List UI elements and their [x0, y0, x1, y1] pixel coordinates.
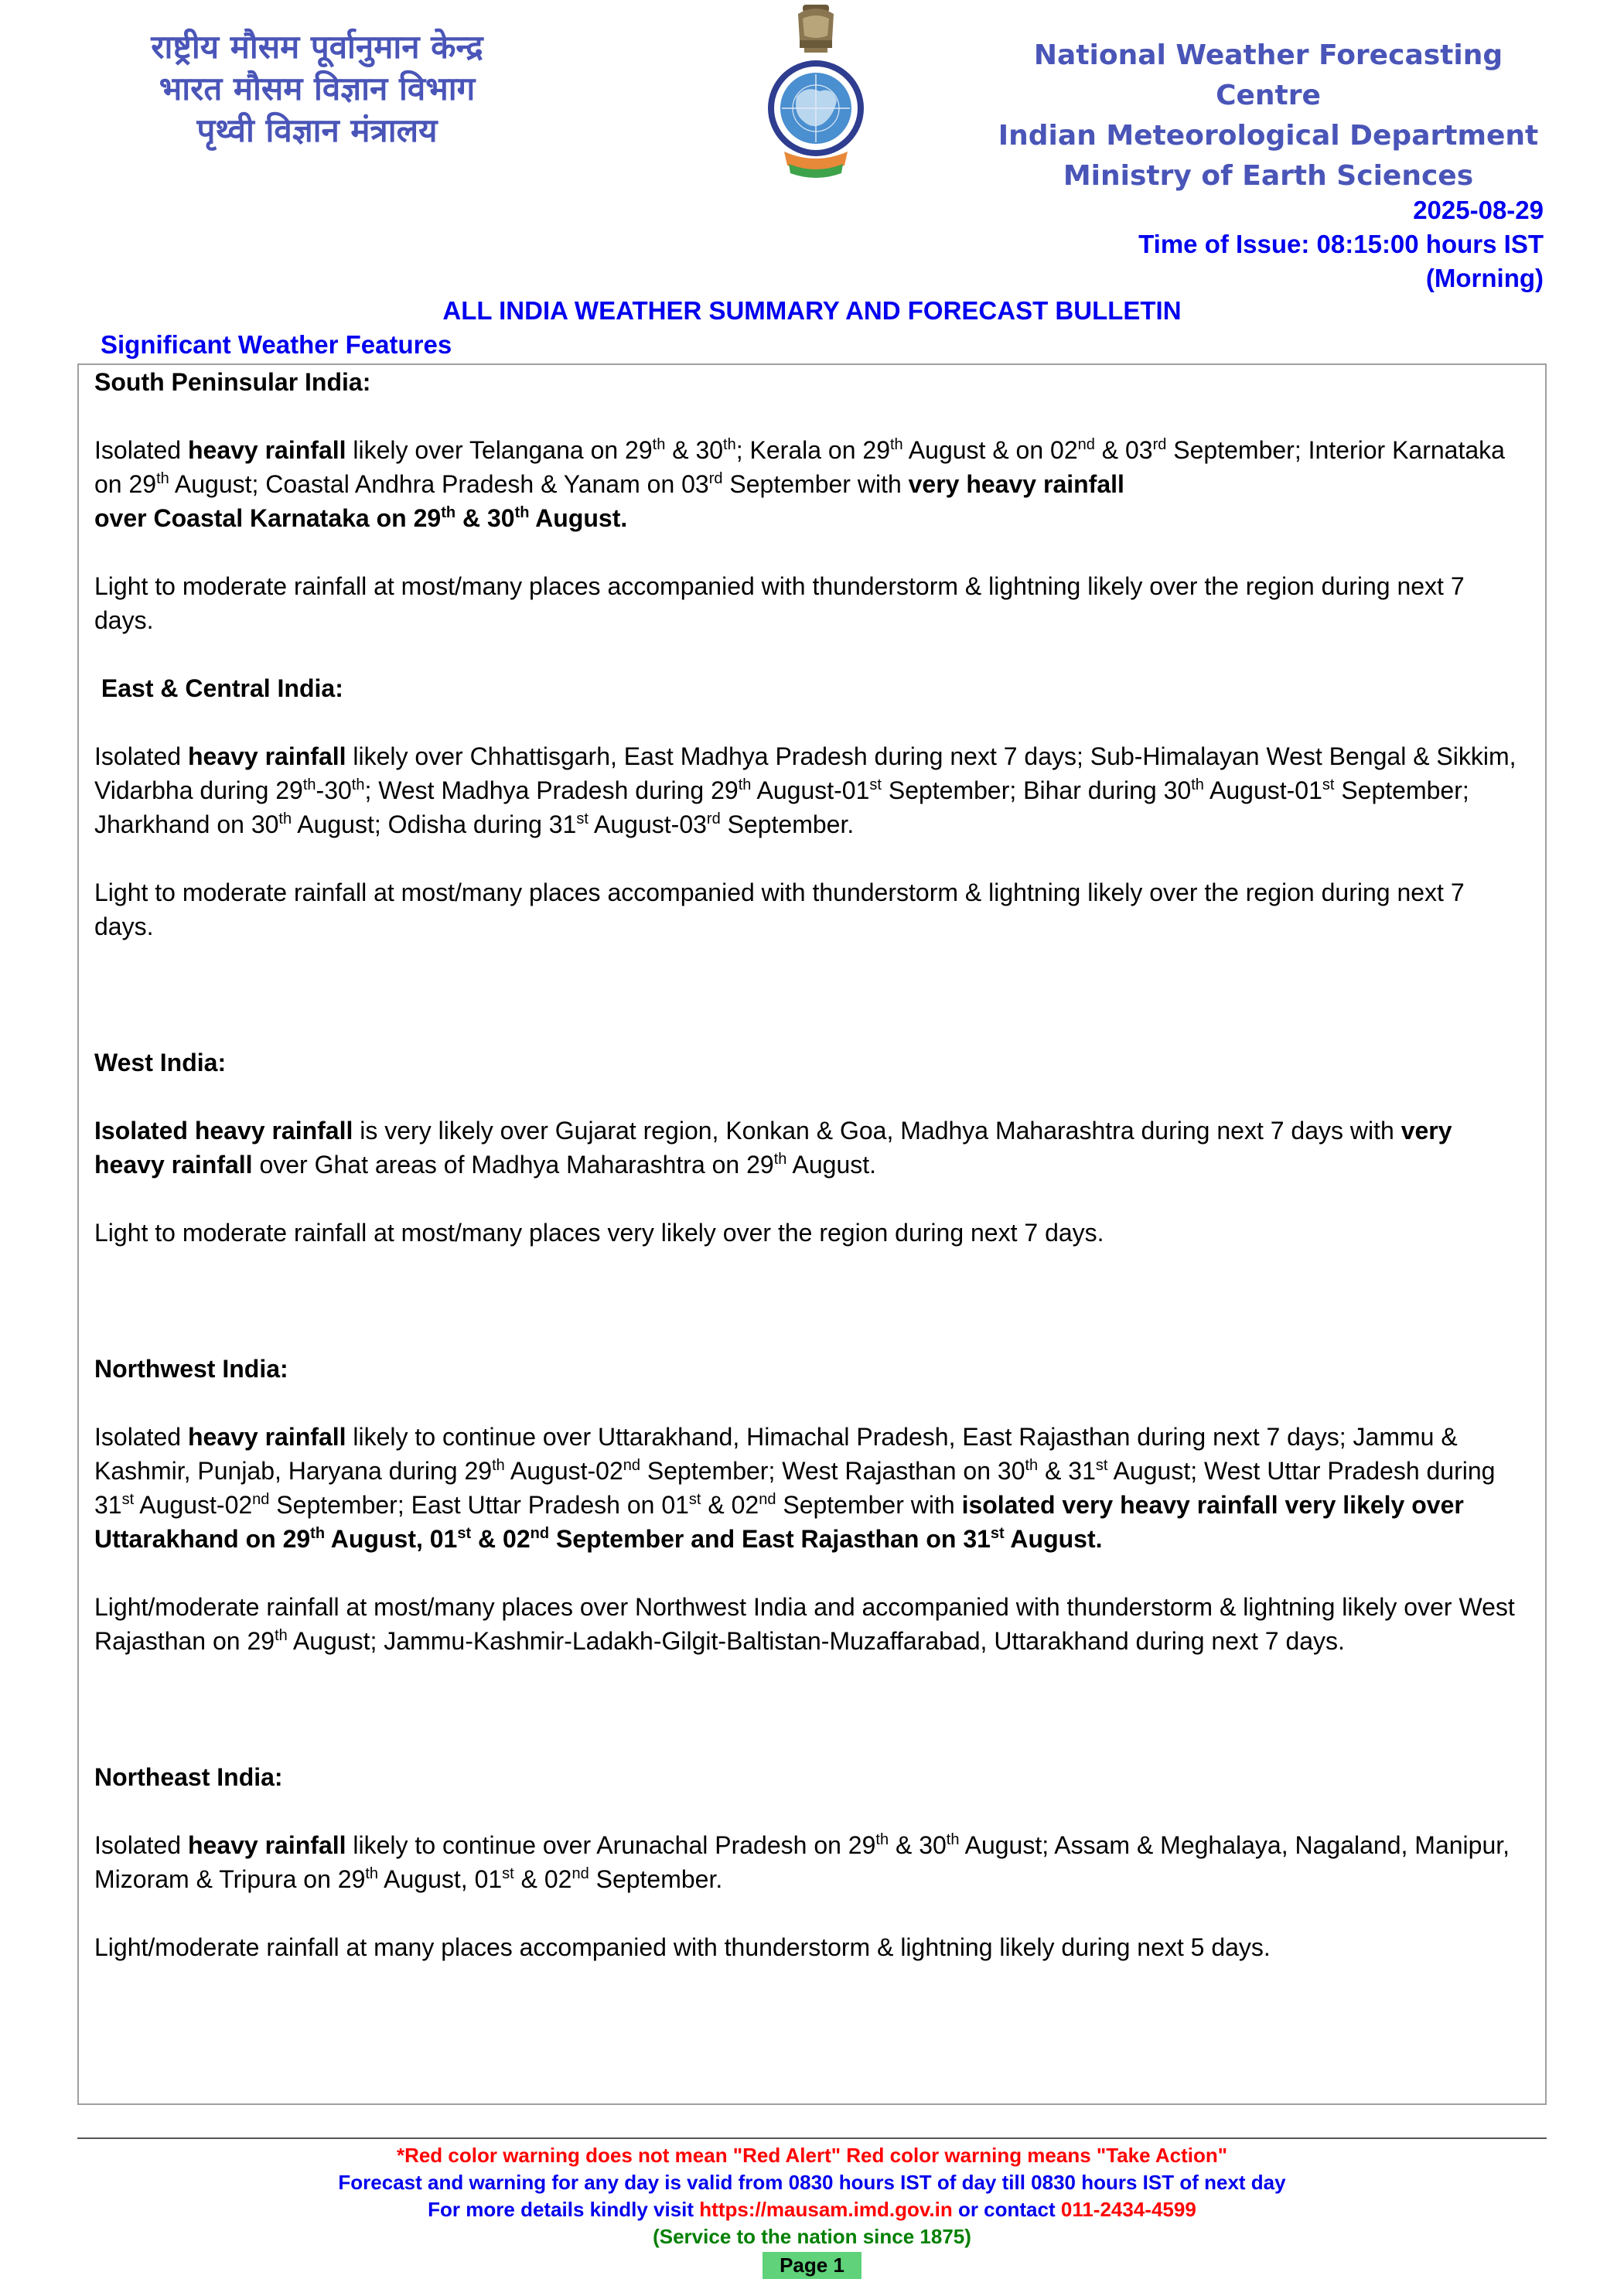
text-run: Light/moderate rainfall at most/many places over Northwest India and accompanied with thunderstorm & lightning likely over West Rajasthan on 29: [94, 1593, 1515, 1655]
text-run: August.: [529, 504, 628, 532]
text-sup: th: [365, 1865, 379, 1882]
hindi-line-1: राष्ट्रीय मौसम पूर्वानुमान केन्द्र: [151, 28, 483, 66]
footer-contact-line: [0, 2196, 1624, 2223]
text-sup: th: [351, 776, 365, 793]
text-bold: very heavy rainfall: [908, 470, 1124, 498]
text-sup: th: [1025, 1457, 1039, 1474]
text-run: August.: [1004, 1525, 1103, 1553]
text-sup: st: [457, 1525, 472, 1542]
english-org-name: [982, 36, 1554, 196]
text-run: September and East Rajasthan on 31: [549, 1525, 991, 1553]
text-run: September; West Rajasthan on 30: [640, 1457, 1025, 1485]
page-header: [0, 0, 1624, 193]
text-run: & 02: [701, 1491, 759, 1519]
text-run: August; Assam & Meghalaya, Nagaland, Manipur, Mizoram & Tripura on 29: [94, 1831, 1510, 1893]
text-run: September.: [720, 810, 855, 838]
text-run: August-02: [504, 1457, 623, 1485]
text-run: August; West Uttar Pradesh during 31: [94, 1457, 1496, 1519]
section-paragraph: Light to moderate rainfall at most/many places accompanied with thunderstorm & lightning likely over the region during next 7 days.: [94, 572, 1465, 634]
text-sup: th: [310, 1525, 326, 1542]
text-sup: nd: [571, 1865, 589, 1882]
text-sup: nd: [623, 1457, 641, 1474]
text-run: Isolated: [94, 436, 188, 464]
text-run: likely over Telangana on 29: [346, 436, 653, 464]
text-sup: nd: [1077, 436, 1095, 453]
text-sup: st: [869, 776, 882, 793]
text-run: September with: [722, 470, 909, 498]
text-run: August; Jammu-Kashmir-Ladakh-Gilgit-Baltistan-Muzaffarabad, Uttarakhand during next 7 days.: [287, 1627, 1345, 1655]
text-run: August; Odisha during 31: [292, 810, 577, 838]
text-sup: st: [121, 1491, 135, 1508]
imd-emblem-icon: [758, 0, 874, 186]
section-northeast: [94, 1760, 1527, 1964]
section-paragraph: Light/moderate rainfall at many places accompanied with thunderstorm & lightning likely during next 5 days.: [94, 1933, 1271, 1961]
weather-features-box: [77, 363, 1547, 2105]
text-sup: th: [889, 436, 903, 453]
text-run: isolated very heavy rainfall very likely over Uttarakhand on 29: [94, 1491, 1464, 1553]
section-heading: Northwest India:: [94, 1355, 288, 1383]
text-sup: rd: [1152, 436, 1167, 453]
section-heading: Northeast India:: [94, 1763, 283, 1791]
text-sup: st: [688, 1491, 701, 1508]
text-run: ; West Madhya Pradesh during 29: [364, 776, 739, 804]
contact-phone: 011-2434-4599: [1060, 2198, 1196, 2221]
english-line-2: Indian Meteorological Department: [998, 120, 1539, 152]
text-bold: heavy rainfall: [187, 1831, 346, 1859]
text-sup: th: [492, 1457, 505, 1474]
text-sup: st: [990, 1525, 1005, 1542]
section-paragraph: [94, 1828, 1527, 1896]
section-heading: [94, 671, 1527, 705]
text-run: September.: [589, 1865, 723, 1893]
section-paragraph: [94, 1420, 1527, 1556]
text-run: over Coastal Karnataka on 29: [94, 504, 442, 532]
text-sup: nd: [530, 1525, 550, 1542]
text-run: & 02: [513, 1865, 572, 1893]
section-paragraph: Light to moderate rainfall at most/many places accompanied with thunderstorm & lightning likely over the region during next 7 days.: [94, 878, 1465, 940]
text-bold: heavy rainfall: [187, 742, 346, 770]
text-sup: nd: [252, 1491, 270, 1508]
bulletin-title: ALL INDIA WEATHER SUMMARY AND FORECAST BULLETIN: [442, 296, 1182, 325]
section-paragraph: Light to moderate rainfall at most/many places very likely over the region during next 7 days.: [94, 1219, 1104, 1247]
text-sup: th: [652, 436, 666, 453]
hindi-org-name: [116, 26, 518, 152]
page-footer: [0, 2142, 1624, 2279]
english-line-3: Ministry of Earth Sciences: [1063, 160, 1474, 192]
section-west: [94, 1046, 1527, 1250]
text-run: September; Bihar during 30: [881, 776, 1192, 804]
footer-contact-text: For more details kindly visit: [428, 2198, 700, 2221]
text-sup: th: [514, 504, 530, 521]
text-run: & 03: [1094, 436, 1153, 464]
issue-date: 2025-08-29: [1413, 196, 1544, 224]
section-east-central: [94, 671, 1527, 943]
text-run: August.: [786, 1151, 877, 1179]
text-run: & 30: [665, 436, 724, 464]
text-run: & 30: [455, 504, 515, 532]
text-sup: th: [1191, 776, 1204, 793]
english-line-1: National Weather Forecasting Centre: [1033, 39, 1503, 111]
text-run: over Ghat areas of Madhya Maharashtra on 29: [252, 1151, 774, 1179]
text-run: September; East Uttar Pradesh on 01: [269, 1491, 689, 1519]
text-bold: Isolated heavy rainfall: [94, 1117, 353, 1145]
text-sup: th: [723, 436, 736, 453]
text-run: September with: [776, 1491, 962, 1519]
text-run: is very likely over Gujarat region, Konkan & Goa, Madhya Maharashtra during next 7 days with: [353, 1117, 1401, 1145]
text-sup: rd: [706, 810, 721, 827]
text-sup: st: [576, 810, 589, 827]
text-run: likely to continue over Uttarakhand, Himachal Pradesh, East Rajasthan during next 7 days; Jammu & Kashmir, Punjab, Haryana during 29: [94, 1423, 1458, 1485]
hindi-line-3: पृथ्वी विज्ञान मंत्रालय: [196, 111, 438, 149]
section-northwest: [94, 1352, 1527, 1658]
section-paragraph: [94, 433, 1527, 535]
text-run: August & on 02: [902, 436, 1078, 464]
section-title: Significant Weather Features: [101, 330, 452, 359]
text-sup: st: [1322, 776, 1335, 793]
text-run: September; Jharkhand on 30: [94, 776, 1469, 838]
section-paragraph: [94, 1590, 1527, 1658]
text-sup: nd: [759, 1491, 776, 1508]
text-bold: very heavy rainfall: [94, 1117, 1452, 1179]
text-run: Isolated: [94, 1423, 188, 1451]
footer-divider: [77, 2137, 1547, 2139]
text-run: likely over Chhattisgarh, East Madhya Pradesh during next 7 days; Sub-Himalayan West Bengal & Sikkim, Vidarbha during 29: [94, 742, 1517, 804]
heading-text: East & Central India:: [101, 674, 343, 702]
text-run: ; Kerala on 29: [735, 436, 890, 464]
hindi-line-2: भारत मौसम विज्ञान विभाग: [159, 70, 476, 107]
text-run: likely to continue over Arunachal Pradesh on 29: [346, 1831, 876, 1859]
issue-meta: [1138, 193, 1544, 295]
section-heading: South Peninsular India:: [94, 368, 371, 396]
footer-validity-note: Forecast and warning for any day is valid from 0830 hours IST of day till 0830 hours IST of next day: [338, 2171, 1286, 2194]
section-paragraph: [94, 1114, 1527, 1182]
text-sup: rd: [708, 470, 723, 487]
section-paragraph: [94, 739, 1527, 841]
footer-warning-note: *Red color warning does not mean "Red Alert" Red color warning means "Take Action": [396, 2144, 1228, 2167]
text-run: August-01: [751, 776, 870, 804]
text-run: & 02: [471, 1525, 531, 1553]
text-sup: th: [441, 504, 456, 521]
page-number-badge: Page 1: [763, 2252, 861, 2279]
text-sup: th: [946, 1831, 960, 1848]
text-sup: th: [875, 1831, 889, 1848]
text-run: August-01: [1203, 776, 1322, 804]
text-sup: st: [502, 1865, 514, 1882]
section-south-peninsular: [94, 365, 1527, 637]
text-run: Isolated: [94, 742, 188, 770]
text-bold: heavy rainfall: [187, 436, 346, 464]
text-sup: th: [302, 776, 316, 793]
text-run: Isolated: [94, 1831, 188, 1859]
website-link[interactable]: https://mausam.imd.gov.in: [699, 2198, 953, 2221]
footer-contact-text: or contact: [952, 2198, 1061, 2221]
text-run: & 30: [889, 1831, 947, 1859]
text-sup: th: [156, 470, 169, 487]
text-run: August, 01: [378, 1865, 503, 1893]
text-run: August; Coastal Andhra Pradesh & Yanam on 03: [169, 470, 709, 498]
text-run: & 31: [1038, 1457, 1096, 1485]
footer-service-note: (Service to the nation since 1875): [653, 2225, 971, 2248]
text-sup: th: [275, 1627, 288, 1644]
text-sup: st: [1095, 1457, 1108, 1474]
text-sup: th: [278, 810, 292, 827]
text-run: August-02: [134, 1491, 253, 1519]
issue-session: (Morning): [1425, 264, 1544, 292]
section-heading: West India:: [94, 1049, 227, 1076]
text-sup: th: [773, 1151, 787, 1168]
text-run: August-03: [588, 810, 707, 838]
issue-time: Time of Issue: 08:15:00 hours IST: [1138, 230, 1544, 258]
text-bold: [94, 504, 627, 532]
text-run: September; Interior Karnataka on 29: [94, 436, 1505, 498]
text-bold: heavy rainfall: [187, 1423, 346, 1451]
text-run: August, 01: [325, 1525, 458, 1553]
text-run: -30: [316, 776, 352, 804]
text-sup: th: [738, 776, 752, 793]
